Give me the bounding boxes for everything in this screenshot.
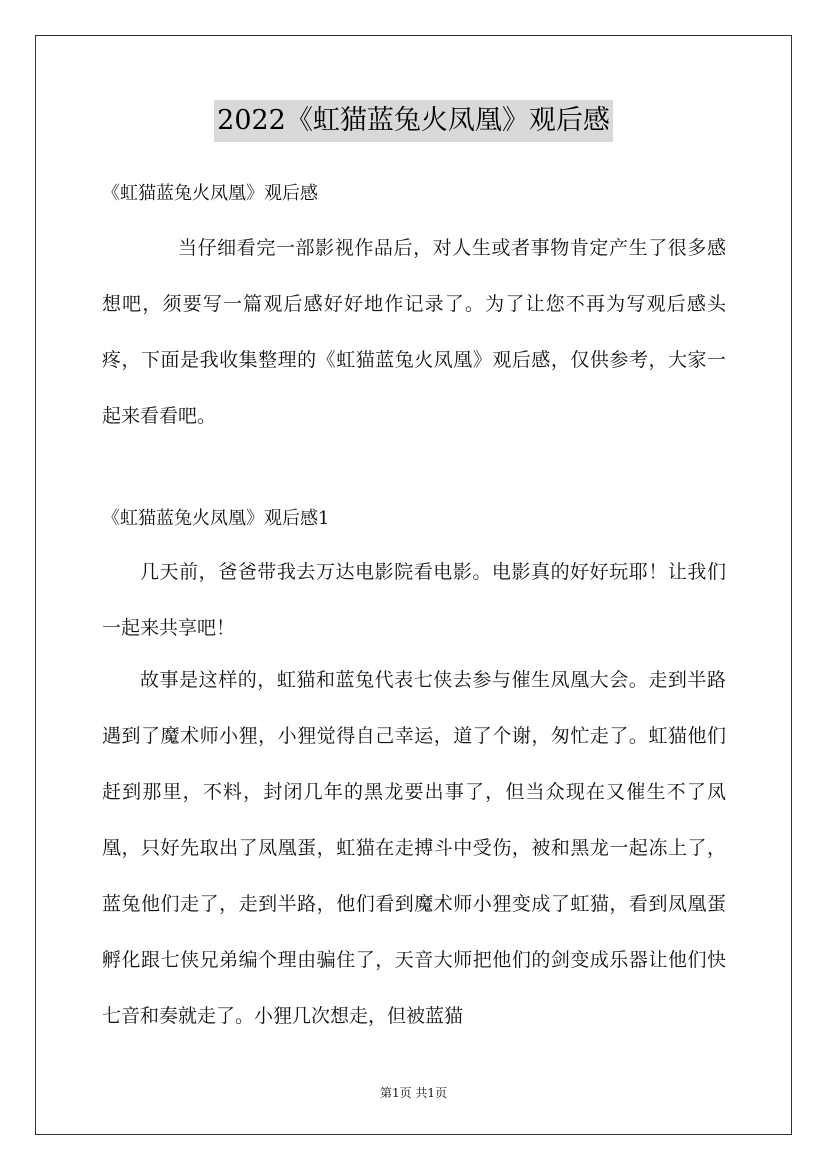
- document-title: 2022《虹猫蓝兔火凤凰》观后感: [214, 100, 613, 142]
- paragraph-1: 几天前，爸爸带我去万达电影院看电影。电影真的好好玩耶！让我们一起来共享吧！: [102, 561, 726, 639]
- page-footer: 第1页 共1页: [379, 1086, 448, 1100]
- intro-paragraph: 当仔细看完一部影视作品后，对人生或者事物肯定产生了很多感想吧，须要写一篇观后感好好地作记录了。为了让您不再为写观后感头疼，下面是我收集整理的《虹猫蓝兔火凤凰》观后感，仅供参考，大家一起来看看吧。: [102, 237, 726, 427]
- title-container: [0, 100, 827, 142]
- paragraph-2: 故事是这样的，虹猫和蓝兔代表七侠去参与催生凤凰大会。走到半路遇到了魔术师小狸，小狸觉得自己幸运，道了个谢，匆忙走了。虹猫他们赶到那里，不料，封闭几年的黑龙要出事了，但当众现在又催生不了凤凰，只好先取出了凤凰蛋，虹猫在走搏斗中受伤，被和黑龙一起冻上了，蓝兔他们走了，走到半路，他们看到魔术师小狸变成了虹猫，看到凤凰蛋孵化跟七侠兄弟编个理由骗住了，天音大师把他们的剑变成乐器让他们快七音和奏就走了。小狸几次想走，但被蓝猫: [102, 669, 726, 1027]
- section1-heading: 《虹猫蓝兔火凤凰》观后感1: [102, 508, 330, 529]
- intro-heading: 《虹猫蓝兔火凤凰》观后感: [102, 183, 318, 204]
